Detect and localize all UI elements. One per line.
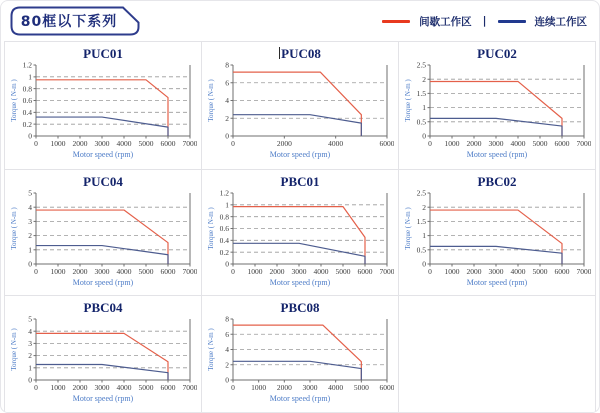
x-tick-label: 0: [231, 267, 235, 276]
chart-cell-puc08: [202, 42, 399, 170]
x-tick-label: 2000: [72, 139, 88, 148]
chart-plot: [206, 61, 394, 149]
x-tick-label: 4000: [510, 139, 526, 148]
continuous-zone-swatch: [498, 20, 526, 23]
x-tick-label: 1000: [247, 267, 263, 276]
y-axis-label: Torque ( N-m ): [10, 328, 18, 371]
intermittent-zone-curve: [36, 80, 168, 136]
chart-cell-pbc02: [399, 170, 596, 296]
x-tick-label: 4000: [116, 139, 132, 148]
continuous-zone-label: 连续工作区: [534, 15, 587, 28]
chart-plot: [403, 189, 591, 277]
y-tick-label: 4: [28, 326, 32, 336]
x-tick-label: 1000: [50, 267, 66, 276]
x-tick-label: 3000: [94, 139, 110, 148]
y-tick-label: 6: [225, 78, 229, 88]
y-tick-label: 1.5: [416, 89, 426, 98]
chart-title: PBC04: [83, 300, 123, 315]
y-tick-label: 5: [28, 189, 32, 198]
y-axis-label: Torque ( N-m ): [207, 207, 215, 250]
chart-title: PUC02: [477, 46, 517, 61]
x-tick-label: 1000: [251, 383, 267, 392]
y-tick-label: 0.5: [416, 245, 426, 255]
chart-title: PUC04: [83, 174, 123, 189]
y-tick-label: 1.2: [22, 61, 32, 70]
y-axis-label: Torque ( N-m ): [207, 328, 215, 371]
y-tick-label: 0: [422, 259, 426, 269]
chart-plot: [206, 189, 394, 277]
x-tick-label: 5000: [532, 139, 548, 148]
y-tick-label: 3: [28, 217, 32, 226]
continuous-zone-curve: [36, 117, 168, 136]
y-tick-label: 2: [225, 113, 229, 123]
x-tick-label: 5000: [138, 383, 154, 392]
x-tick-label: 2000: [276, 383, 292, 392]
x-tick-label: 0: [34, 139, 38, 148]
continuous-zone-curve: [430, 246, 562, 264]
y-tick-label: 0.8: [22, 84, 32, 94]
y-tick-label: 1: [28, 245, 32, 255]
x-tick-label: 0: [34, 383, 38, 392]
x-tick-label: 1000: [50, 139, 66, 148]
y-tick-label: 0: [28, 259, 32, 269]
y-tick-label: 2: [28, 231, 32, 241]
y-tick-label: 0.8: [219, 212, 229, 222]
x-axis-label: Motor speed (rpm): [72, 394, 134, 403]
x-tick-label: 2000: [466, 139, 482, 148]
x-tick-label: 6000: [554, 139, 570, 148]
intermittent-zone-curve: [233, 325, 361, 380]
x-axis-label: Motor speed (rpm): [72, 278, 134, 287]
intermittent-zone-curve: [233, 72, 361, 136]
continuous-zone-curve: [430, 118, 562, 136]
x-tick-label: 2000: [466, 267, 482, 276]
y-axis-label: Torque ( N-m ): [10, 79, 18, 122]
chart-title: PBC02: [477, 174, 517, 189]
x-tick-label: 5000: [353, 383, 369, 392]
x-tick-label: 5000: [138, 139, 154, 148]
header-bar: [1, 1, 599, 41]
y-tick-label: 2: [422, 202, 426, 212]
x-axis-label: Motor speed (rpm): [269, 278, 331, 287]
y-tick-label: 1: [225, 200, 229, 210]
y-tick-label: 4: [225, 96, 229, 106]
chart-cell-pbc04: [5, 296, 202, 413]
x-axis-label: Motor speed (rpm): [466, 150, 528, 159]
legend: [382, 14, 587, 29]
x-tick-label: 4000: [116, 383, 132, 392]
x-tick-label: 7000: [576, 267, 591, 276]
intermittent-zone-curve: [430, 81, 562, 136]
x-tick-label: 6000: [160, 383, 176, 392]
x-tick-label: 0: [231, 383, 235, 392]
x-tick-label: 7000: [379, 267, 394, 276]
x-tick-label: 0: [428, 139, 432, 148]
y-axis-label: Torque ( N-m ): [404, 207, 412, 250]
chart-cell-puc02: [399, 42, 596, 170]
x-tick-label: 7000: [182, 267, 197, 276]
continuous-zone-curve: [233, 361, 361, 380]
x-tick-label: 5000: [138, 267, 154, 276]
continuous-zone-curve: [36, 246, 168, 264]
y-tick-label: 2: [422, 74, 426, 84]
x-tick-label: 0: [34, 267, 38, 276]
charts-grid: [4, 41, 596, 413]
x-tick-label: 3000: [488, 139, 504, 148]
x-axis-label: Motor speed (rpm): [466, 278, 528, 287]
y-tick-label: 8: [225, 61, 229, 70]
x-tick-label: 7000: [576, 139, 591, 148]
chart-plot: [206, 315, 394, 393]
x-tick-label: 4000: [510, 267, 526, 276]
y-tick-label: 1: [28, 363, 32, 373]
y-tick-label: 0: [225, 375, 229, 385]
y-tick-label: 2.5: [416, 189, 426, 198]
x-axis-label: Motor speed (rpm): [269, 150, 331, 159]
y-tick-label: 4: [28, 202, 32, 212]
chart-title: PBC01: [280, 174, 320, 189]
y-axis-label: Torque ( N-m ): [10, 207, 18, 250]
x-axis-label: Motor speed (rpm): [72, 150, 134, 159]
chart-plot: [403, 61, 591, 149]
chart-cell-pbc08: [202, 296, 399, 413]
y-tick-label: 0.4: [22, 107, 32, 117]
y-tick-label: 3: [28, 339, 32, 348]
intermittent-zone-curve: [36, 333, 168, 380]
empty-cell: [399, 296, 596, 413]
chart-cell-puc04: [5, 170, 202, 296]
x-tick-label: 6000: [554, 267, 570, 276]
continuous-zone-curve: [233, 243, 365, 264]
y-tick-label: 0.2: [219, 247, 229, 257]
intermittent-zone-label: 间歇工作区: [419, 15, 472, 28]
chart-title: PUC08: [281, 46, 321, 61]
x-axis-label: Motor speed (rpm): [269, 394, 331, 403]
x-tick-label: 1000: [50, 383, 66, 392]
y-tick-label: 6: [225, 329, 229, 339]
y-tick-label: 4: [225, 345, 229, 355]
x-tick-label: 3000: [488, 267, 504, 276]
x-tick-label: 4000: [313, 267, 329, 276]
x-tick-label: 5000: [532, 267, 548, 276]
y-tick-label: 0.6: [22, 96, 32, 106]
y-tick-label: 1: [28, 72, 32, 82]
x-tick-label: 2000: [72, 267, 88, 276]
x-tick-label: 2000: [72, 383, 88, 392]
x-tick-label: 1000: [444, 267, 460, 276]
x-tick-label: 6000: [160, 267, 176, 276]
y-tick-label: 1: [422, 103, 426, 113]
intermittent-zone-swatch: [382, 20, 410, 23]
x-tick-label: 6000: [379, 139, 394, 148]
y-tick-label: 1.5: [416, 217, 426, 226]
x-tick-label: 0: [428, 267, 432, 276]
y-tick-label: 0.2: [22, 119, 32, 129]
y-tick-label: 0.6: [219, 224, 229, 234]
x-tick-label: 3000: [94, 267, 110, 276]
y-tick-label: 0.5: [416, 117, 426, 127]
chart-cell-pbc01: [202, 170, 399, 296]
x-tick-label: 7000: [182, 383, 197, 392]
series-badge: [9, 6, 141, 36]
y-tick-label: 2: [28, 351, 32, 361]
chart-plot: [9, 315, 197, 393]
y-tick-label: 0.4: [219, 235, 229, 245]
x-tick-label: 4000: [116, 267, 132, 276]
y-tick-label: 1: [422, 231, 426, 241]
y-tick-label: 2: [225, 360, 229, 370]
x-tick-label: 1000: [444, 139, 460, 148]
x-tick-label: 7000: [182, 139, 197, 148]
y-tick-label: 1.2: [219, 189, 229, 198]
y-axis-label: Torque ( N-m ): [404, 79, 412, 122]
x-tick-label: 6000: [357, 267, 373, 276]
chart-plot: [9, 189, 197, 277]
x-tick-label: 5000: [335, 267, 351, 276]
y-tick-label: 0: [225, 131, 229, 141]
series-badge-label: 80框以下系列: [20, 14, 118, 30]
y-tick-label: 2.5: [416, 61, 426, 70]
x-tick-label: 3000: [302, 383, 318, 392]
continuous-zone-curve: [36, 365, 168, 380]
x-tick-label: 2000: [276, 139, 292, 148]
text-cursor: [279, 47, 280, 59]
x-tick-label: 4000: [328, 139, 344, 148]
legend-separator: |: [482, 15, 487, 27]
y-tick-label: 0: [28, 375, 32, 385]
chart-cell-puc01: [5, 42, 202, 170]
x-tick-label: 6000: [160, 139, 176, 148]
y-axis-label: Torque ( N-m ): [207, 79, 215, 122]
chart-title: PUC01: [83, 46, 123, 61]
x-tick-label: 6000: [379, 383, 394, 392]
y-tick-label: 8: [225, 315, 229, 324]
x-tick-label: 4000: [328, 383, 344, 392]
y-tick-label: 0: [28, 131, 32, 141]
intermittent-zone-curve: [430, 210, 562, 264]
y-tick-label: 0: [422, 131, 426, 141]
chart-title: PBC08: [280, 300, 320, 315]
x-tick-label: 2000: [269, 267, 285, 276]
y-tick-label: 5: [28, 315, 32, 324]
x-tick-label: 0: [231, 139, 235, 148]
intermittent-zone-curve: [233, 207, 365, 264]
intermittent-zone-curve: [36, 210, 168, 264]
x-tick-label: 3000: [94, 383, 110, 392]
chart-plot: [9, 61, 197, 149]
x-tick-label: 3000: [291, 267, 307, 276]
y-tick-label: 0: [225, 259, 229, 269]
